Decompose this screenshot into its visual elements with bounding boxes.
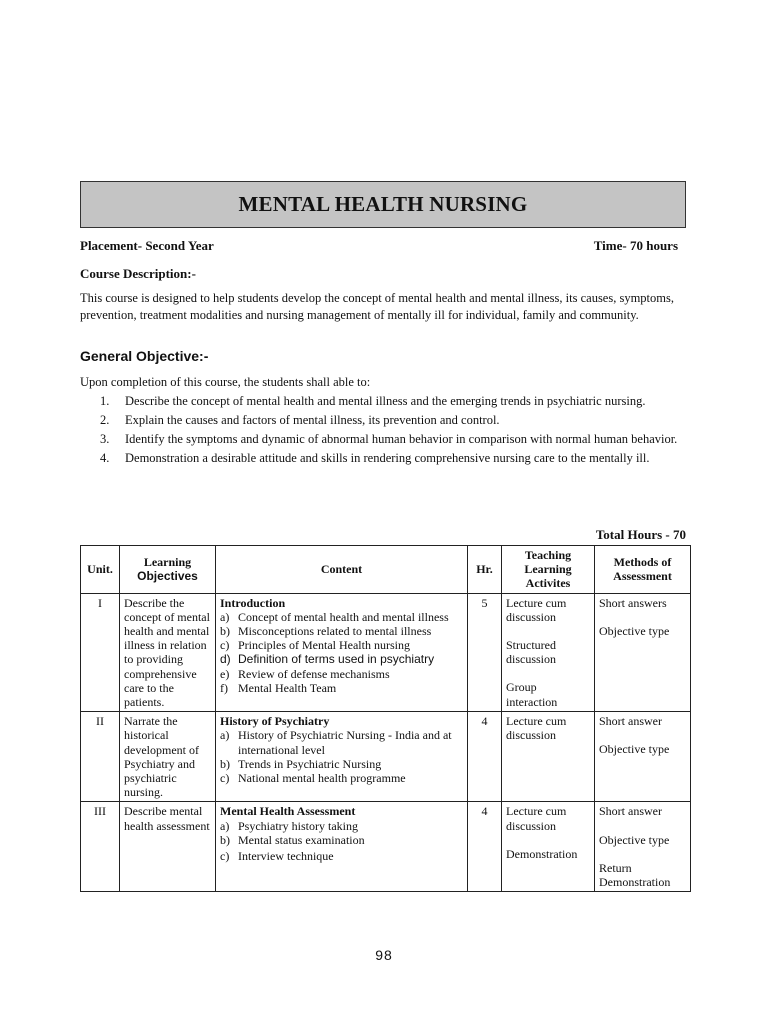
course-table xyxy=(80,545,691,892)
time-text: Time- 70 hours xyxy=(593,238,678,253)
objective-intro-text: Upon completion of this course, the students shall able to: xyxy=(80,375,371,389)
teaching-activities-cell: Lecture cum discussion Structured discussion Group interaction xyxy=(502,593,595,712)
unit-cell: III xyxy=(81,802,120,892)
assessment-cell: Short answers Objective type xyxy=(595,593,691,712)
total-hours: Total Hours - 70 xyxy=(595,527,686,542)
page-number: 98 xyxy=(375,947,393,963)
meta-row xyxy=(80,238,678,254)
table-row xyxy=(81,593,691,712)
objectives-list xyxy=(80,393,682,469)
course-description-heading: Course Description:- xyxy=(80,266,196,281)
objective-item: 3. Identify the symptoms and dynamic of abnormal human behavior in comparison with normal human behavior. xyxy=(100,432,678,446)
header-content: Content xyxy=(216,546,468,594)
table-row xyxy=(81,712,691,802)
objective-item: 1. Describe the concept of mental health and mental illness and the emerging trends in psychiatric nursing. xyxy=(100,394,646,408)
objectives-cell: Describe mental health assessment xyxy=(120,802,216,892)
hours-cell: 5 xyxy=(468,593,502,712)
teaching-activities-cell: Lecture cum discussion xyxy=(502,712,595,802)
content-cell: History of Psychiatry a) History of Psychiatric Nursing - India and at international level b) Trends in Psychiatric Nursing c) National mental health programme xyxy=(216,712,468,802)
header-hr: Hr. xyxy=(468,546,502,594)
content-cell: Introduction a) Concept of mental health and mental illness b) Misconceptions related to mental illness c) Principles of Mental Health nursing d) Definition of terms used in psychiatry e) Review of defense mechanisms f) Mental Health Team xyxy=(216,593,468,712)
unit-cell: II xyxy=(81,712,120,802)
placement-text: Placement- Second Year xyxy=(80,238,214,253)
objective-item: 4. Demonstration a desirable attitude and skills in rendering comprehensive nursing care to the mentally ill. xyxy=(100,451,650,465)
table-header-row xyxy=(81,546,691,594)
table-row xyxy=(81,802,691,892)
assessment-cell: Short answer Objective type Return Demonstration xyxy=(595,802,691,892)
document-title: MENTAL HEALTH NURSING xyxy=(238,192,528,216)
header-unit: Unit. xyxy=(81,546,120,594)
hours-cell: 4 xyxy=(468,802,502,892)
content-cell: Mental Health Assessment a) Psychiatry history taking b) Mental status examination c) Interview technique xyxy=(216,802,468,892)
header-teaching-activities: Teaching Learning Activites xyxy=(502,546,595,594)
objectives-cell: Describe the concept of mental health and mental illness in relation to providing comprehensive care to the patients. xyxy=(120,593,216,712)
header-assessment: Methods of Assessment xyxy=(595,546,691,594)
general-objective-heading: General Objective:- xyxy=(80,348,209,364)
objectives-cell: Narrate the historical development of Psychiatry and psychiatric nursing. xyxy=(120,712,216,802)
assessment-cell: Short answer Objective type xyxy=(595,712,691,802)
teaching-activities-cell: Lecture cum discussion Demonstration xyxy=(502,802,595,892)
course-description-text: This course is designed to help students develop the concept of mental health and mental illness, its causes, symptoms, prevention, treatment modalities and nursing management of mentally ill for individual, family and community. xyxy=(80,291,674,322)
header-objectives: Learning Objectives xyxy=(120,546,216,594)
objective-item: 2. Explain the causes and factors of mental illness, its prevention and control. xyxy=(100,413,500,427)
hours-cell: 4 xyxy=(468,712,502,802)
title-banner xyxy=(80,181,686,228)
unit-cell: I xyxy=(81,593,120,712)
